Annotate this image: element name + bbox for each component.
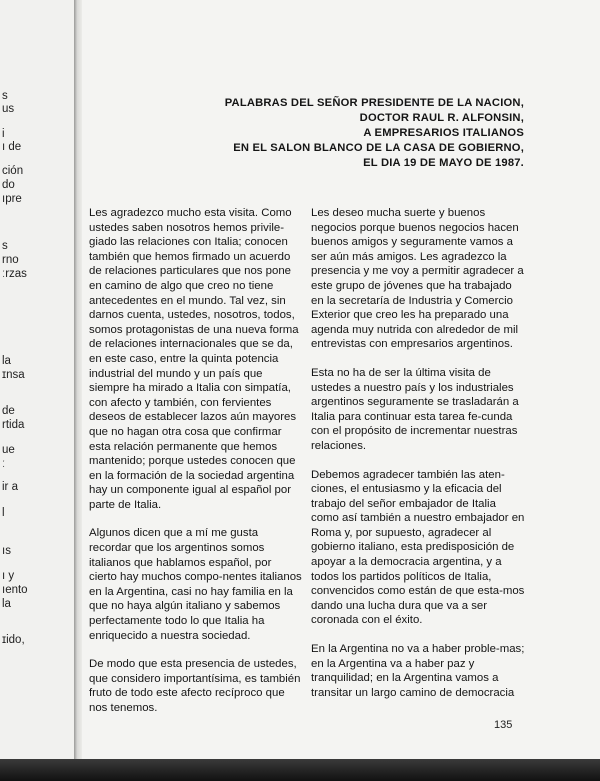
heading-line: EL DIA 19 DE MAYO DE 1987. — [363, 157, 524, 169]
left-page-fragment: ɪido, — [2, 634, 25, 646]
left-page-fragment: la — [2, 598, 11, 610]
paragraph: Les agradezco mucho esta visita. Como ustedes saben nosotros hemos privile-giado las relaciones con Italia; conocen también que hemos firmado un acuerdo de relaciones particulares que nos pone en camino de algo que creo no tiene antecedentes en el mundo. Tal vez, sin darnos cuenta, ustedes, nosotros, todos, somos protagonistas de una nueva forma de relaciones internacionales que se da, en este caso, entre la quinta potencia industrial del mundo y un país que siempre ha mirado a Italia con simpatía, con afecto y también, con fervientes deseos de establecer lazos aún mayores que no hagan otra cosa que confirmar esta relación permanente que hemos mantenido; porque ustedes conocen que en la formación de la sociedad argentina hay un componente igual al español por parte de Italia. — [89, 207, 299, 511]
heading-line: EN EL SALON BLANCO DE LA CASA DE GOBIERNO, — [233, 142, 524, 154]
left-page-fragment: do — [2, 179, 15, 191]
left-page-fragment: s — [2, 90, 8, 102]
left-page-fragment: ɪnsa — [2, 369, 25, 381]
left-page-fragment: ıento — [2, 584, 28, 596]
left-page-fragment: i — [2, 128, 5, 140]
paragraph: Debemos agradecer también las aten-ciones, el entusiasmo y la eficacia del trabajo del señor embajador de Italia como así también a nuestro embajador en Roma y, por supuesto, agradecer al gobierno italiano, esta predisposición de apoyar a la democracia argentina, y a todos los partidos políticos de Italia, convencidos como están de que esta-mos dando una lucha dura que va a ser coronada con el éxito. — [311, 468, 525, 627]
book-gutter — [74, 0, 82, 781]
paragraph: Esta no ha de ser la última visita de ustedes a nuestro país y los industriales argentinos seguramente se trasladarán a Italia para continuar esta tarea fe-cunda con el propósito de incrementar nuestras relaciones. — [311, 366, 519, 452]
left-page-fragment: ı de — [2, 141, 22, 153]
heading-line: A EMPRESARIOS ITALIANOS — [363, 127, 524, 139]
left-page-fragment: s — [2, 240, 8, 252]
paragraph: Algunos dicen que a mí me gusta recordar que los argentinos somos italianos que hablamos español, por cierto hay muchos compo-nentes italianos en la Argentina, casi no hay familia en la que no haya algún italiano y sabemos perfectamente todo lo que Italia ha enriquecido a nuestra sociedad. — [89, 527, 302, 642]
left-page-fragment: de — [2, 405, 15, 417]
left-page-fragment: ːrzas — [2, 268, 27, 280]
left-page-fragment: ue — [2, 444, 15, 456]
heading-line: DOCTOR RAUL R. ALFONSIN, — [359, 112, 524, 124]
speech-heading — [225, 96, 524, 171]
paragraph: En la Argentina no va a haber proble-mas; en la Argentina va a haber paz y tranquilidad; en la Argentina vamos a transitar un largo camino de democracia — [311, 643, 525, 699]
left-text-column — [89, 206, 302, 730]
paragraph: Les deseo mucha suerte y buenos negocios porque buenos negocios hacen buenos amigos y seguramente vamos a ser aún más amigos. Les agradezco la presencia y me voy a permitir agradecer a este grupo de jóvenes que ha trabajado en la secretaría de Industria y Comercio Exterior que creo les ha preparado una agenda muy nutrida con alrededor de mil entrevistas con empresarios argentinos. — [311, 207, 524, 351]
left-page-margin — [0, 0, 74, 781]
left-page-fragment: us — [2, 103, 15, 115]
heading-line: PALABRAS DEL SEÑOR PRESIDENTE DE LA NACION, — [224, 97, 524, 109]
left-page-fragment: rtida — [2, 419, 25, 431]
left-page-fragment: ıs — [2, 545, 11, 557]
left-page-fragment: rno — [2, 254, 19, 266]
left-page-fragment: ción — [2, 165, 24, 177]
left-page-fragment: ː — [2, 458, 6, 470]
book-page — [82, 0, 600, 781]
left-page-fragment: ıpre — [2, 193, 22, 205]
left-page-fragment: ı y — [2, 570, 15, 582]
paragraph: De modo que esta presencia de ustedes, que considero importantísima, es también fruto de todo este afecto recíproco que nos tenemos. — [89, 658, 301, 714]
left-page-fragment: ir a — [2, 481, 18, 493]
left-page-fragment: l — [2, 507, 5, 519]
right-text-column — [311, 206, 525, 714]
page-number: 135 — [494, 719, 513, 731]
left-page-fragment: la — [2, 355, 11, 367]
page-bottom-shadow — [0, 759, 600, 781]
